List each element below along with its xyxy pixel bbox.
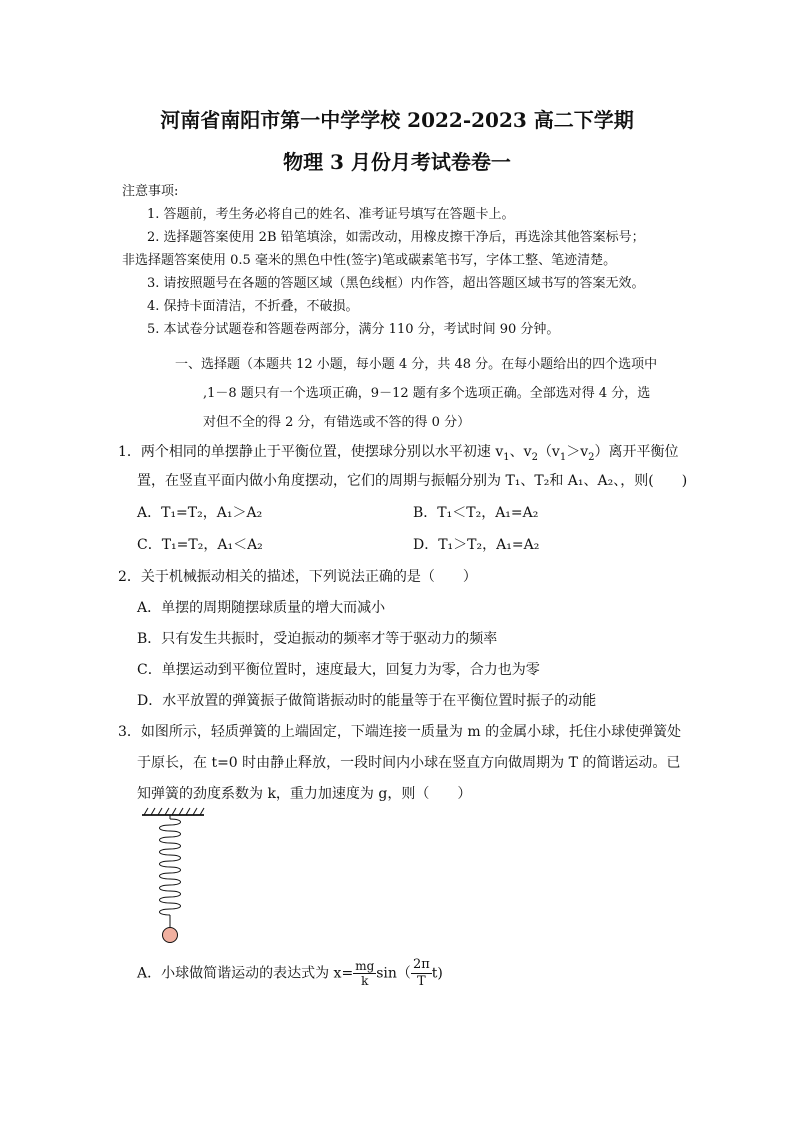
- question-2-option-b[interactable]: B．只有发生共振时，受迫振动的频率才等于驱动力的频率: [137, 631, 498, 647]
- section-heading-line1: 一、选择题（本题共 12 小题，每小题 4 分，共 48 分。在每小题给出的四个选项中: [175, 357, 658, 372]
- question-3-stem: 3．如图所示，轻质弹簧的上端固定，下端连接一质量为 m 的金属小球，托住小球使弹簧处: [118, 724, 682, 740]
- notice-heading: 注意事项:: [122, 184, 179, 199]
- notice-item-3: 3. 请按照题号在各题的答题区域（黑色线框）内作答，超出答题区域书写的答案无效。: [147, 276, 645, 291]
- question-1-stem: 1．两个相同的单摆静止于平衡位置，使摆球分别以水平初速 $v_1$、$v_2(v_1>v_2)$离开平衡位: [118, 444, 679, 463]
- question-3-stem-cont-1: 于原长，在 t=0 时由静止释放，一段时间内小球在竖直方向做周期为 T 的简谐运动。已: [137, 755, 681, 771]
- spring-ball-figure: [130, 805, 220, 950]
- metal-ball: [163, 928, 178, 943]
- question-1-stem-cont: 置，在竖直平面内做小角度摆动，它们的周期与振幅分别为 T₁、T₂和 A₁、A₂、，则( ): [137, 473, 688, 489]
- section-heading-line3: 对但不全的得 2 分，有错选或不答的得 0 分）: [203, 415, 471, 430]
- question-1-option-d[interactable]: D．T₁＞T₂，A₁=A₂: [413, 537, 540, 553]
- page-title-line1: 河南省南阳市第一中学学校 2022-2023 高二下学期: [160, 108, 634, 132]
- notice-item-1: 1. 答题前，考生务必将自己的姓名、准考证号填写在答题卡上。: [147, 207, 515, 222]
- question-2-stem: 2．关于机械振动相关的描述，下列说法正确的是（ ）: [118, 569, 477, 585]
- notice-item-5: 5. 本试卷分试题卷和答题卷两部分，满分 110 分，考试时间 90 分钟。: [147, 322, 560, 337]
- page-title-line2: 物理 3 月份月考试卷卷一: [283, 150, 511, 174]
- notice-item-4: 4. 保持卡面清洁，不折叠，不破损。: [147, 299, 359, 314]
- question-1-option-a[interactable]: A．T₁=T₂，A₁＞A₂: [137, 505, 263, 521]
- question-3-stem-cont-2: 知弹簧的劲度系数为 k，重力加速度为 g，则（ ）: [137, 786, 472, 802]
- notice-item-2: 2. 选择题答案使用 2B 铅笔填涂，如需改动，用橡皮擦干净后，再选涂其他答案标号；: [147, 230, 645, 245]
- question-2-option-a[interactable]: A．单摆的周期随摆球质量的增大而减小: [137, 600, 386, 616]
- question-3-option-a[interactable]: A．小球做简谐运动的表达式为 x= $\frac{mg}{k}$ sin（ $\frac{2\pi}{T}$ t): [137, 957, 443, 989]
- section-heading-line2: ,1－8 题只有一个选项正确，9－12 题有多个选项正确。全部选对得 4 分，选: [203, 386, 651, 401]
- notice-item-2-cont: 非选择题答案使用 0.5 毫米的黑色中性(签字)笔或碳素笔书写，字体工整、笔迹清楚。: [122, 253, 617, 268]
- question-2-option-d[interactable]: D．水平放置的弹簧振子做简谐振动时的能量等于在平衡位置时振子的动能: [137, 693, 597, 709]
- question-2-option-c[interactable]: C．单摆运动到平衡位置时，速度最大，回复力为零，合力也为零: [137, 662, 540, 678]
- question-1-option-c[interactable]: C．T₁=T₂，A₁＜A₂: [137, 537, 263, 553]
- question-1-option-b[interactable]: B．T₁＜T₂，A₁=A₂: [413, 505, 539, 521]
